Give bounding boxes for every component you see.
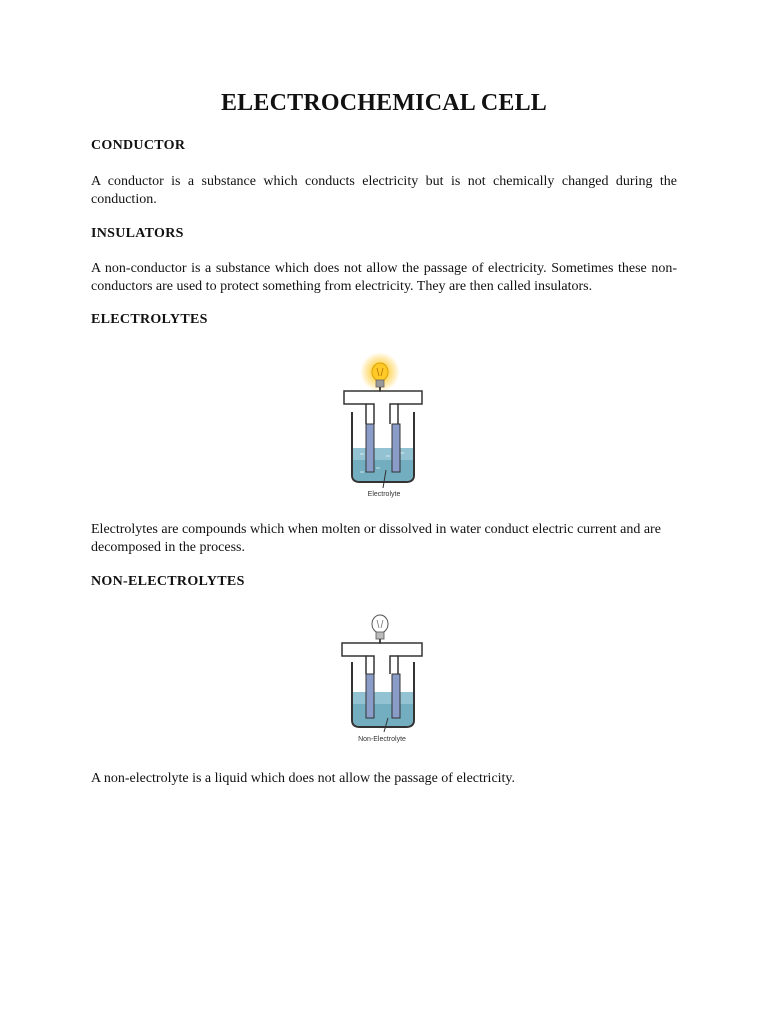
electrode-right bbox=[392, 674, 400, 718]
paragraph-insulators: A non-conductor is a substance which does not allow the passage of electricity. Sometimes these non-conductors are used to protect something from electricity. They are then called insulators. bbox=[91, 261, 677, 294]
circuit-wires bbox=[342, 639, 422, 674]
figure-caption-non-electrolyte: Non-Electrolyte bbox=[358, 736, 406, 743]
electrolyte-figure bbox=[336, 350, 432, 502]
electrode-left bbox=[366, 674, 374, 718]
paragraph-conductor: A conductor is a substance which conducts electricity but is not chemically changed during the conduction. bbox=[91, 174, 677, 207]
lightbulb-off-icon bbox=[372, 615, 388, 639]
non-electrolyte-figure bbox=[336, 610, 432, 746]
electrode-right bbox=[392, 424, 400, 472]
paragraph-non-electrolytes: A non-electrolyte is a liquid which does not allow the passage of electricity. bbox=[91, 771, 516, 786]
page-title: ELECTROCHEMICAL CELL bbox=[220, 90, 548, 116]
circuit-wires bbox=[344, 387, 422, 424]
heading-electrolytes: ELECTROLYTES bbox=[91, 312, 208, 327]
heading-non-electrolytes: NON-ELECTROLYTES bbox=[91, 574, 245, 589]
figure-caption-electrolyte: Electrolyte bbox=[367, 491, 401, 498]
heading-insulators: INSULATORS bbox=[91, 226, 184, 241]
paragraph-electrolytes: Electrolytes are compounds which when molten or dissolved in water conduct electric current and are decomposed in the process. bbox=[91, 522, 661, 555]
heading-conductor: CONDUCTOR bbox=[91, 138, 186, 153]
electrode-left bbox=[366, 424, 374, 472]
